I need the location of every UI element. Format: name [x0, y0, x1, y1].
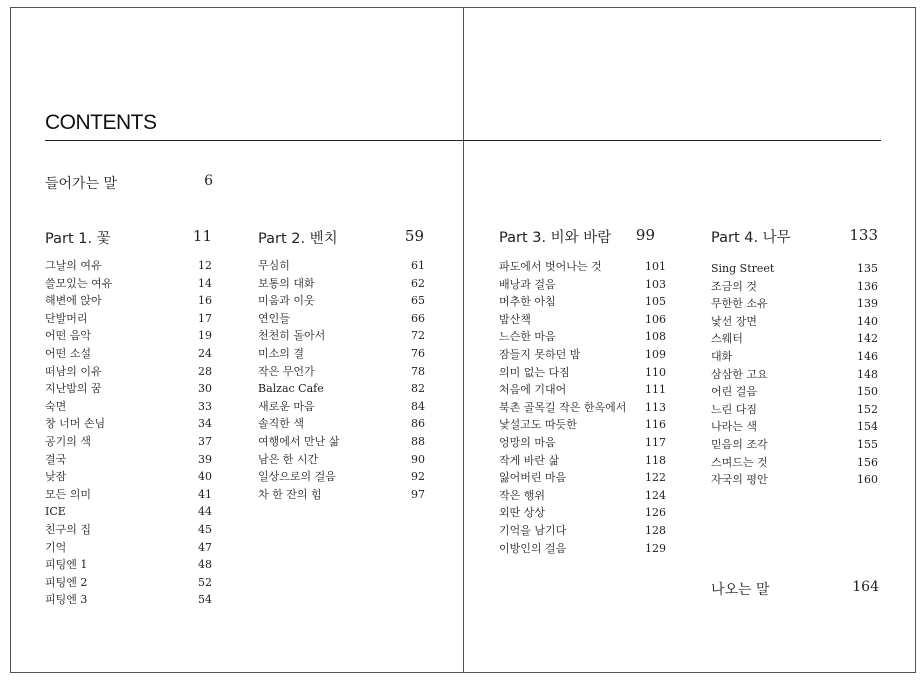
toc-entry	[711, 260, 878, 278]
toc-entry-page: 152	[857, 402, 878, 416]
toc-entry	[711, 401, 878, 419]
toc-entry-title: 낯선 장면	[711, 314, 758, 328]
toc-entry	[45, 292, 212, 310]
part-2-page: 59	[404, 227, 424, 245]
toc-entry-page: 65	[411, 294, 425, 308]
toc-entry-page: 17	[198, 311, 212, 325]
toc-entry-page: 62	[411, 276, 425, 290]
toc-entry-page: 48	[198, 558, 212, 572]
part-2-list	[258, 257, 425, 503]
toc-entry-page: 156	[857, 455, 878, 469]
toc-entry-page: 116	[645, 418, 666, 432]
toc-entry-page: 110	[645, 365, 666, 379]
toc-entry-title: 무한한 소유	[711, 297, 768, 311]
toc-entry-title: 차 한 잔의 힘	[258, 487, 322, 501]
toc-entry-page: 16	[198, 294, 212, 308]
toc-entry-title: 일상으로의 걸음	[258, 470, 336, 484]
toc-entry-title: Sing Street	[711, 262, 775, 275]
toc-entry	[711, 436, 878, 454]
toc-entry	[45, 451, 212, 469]
toc-entry-title: 대화	[711, 349, 733, 363]
toc-entry-title: 나라는 색	[711, 420, 758, 434]
toc-entry-title: 지난밤의 꿈	[45, 382, 102, 396]
toc-entry	[499, 364, 666, 382]
toc-entry-page: 78	[411, 364, 425, 378]
part-1-page: 11	[192, 227, 212, 245]
toc-entry-page: 154	[857, 420, 878, 434]
toc-entry-title: 해변에 앉아	[45, 294, 102, 308]
toc-entry-page: 142	[857, 332, 878, 346]
toc-entry-page: 45	[198, 522, 212, 536]
toc-entry-page: 108	[645, 330, 666, 344]
toc-entry-title: 이방인의 걸음	[499, 541, 567, 555]
toc-entry-title: 떠남의 이유	[45, 364, 102, 378]
toc-entry	[711, 313, 878, 331]
toc-entry-page: 97	[411, 487, 425, 501]
toc-entry	[499, 258, 666, 276]
toc-entry	[45, 433, 212, 451]
toc-entry-title: 창 너머 손님	[45, 417, 106, 431]
toc-entry	[258, 257, 425, 275]
toc-entry-title: 피팅엔 1	[45, 558, 88, 572]
toc-entry	[45, 556, 212, 574]
toc-entry-title: 미소의 결	[258, 346, 305, 360]
toc-entry-page: 28	[198, 364, 212, 378]
toc-entry-title: 어린 걸음	[711, 385, 758, 399]
toc-entry-title: 새로운 마음	[258, 399, 315, 413]
toc-entry	[45, 345, 212, 363]
toc-entry	[45, 468, 212, 486]
toc-entry-title: 결국	[45, 452, 67, 466]
toc-entry-title: 작은 무언가	[258, 364, 315, 378]
toc-entry-title: 의미 없는 다짐	[499, 365, 570, 379]
toc-entry-page: 61	[411, 259, 425, 272]
toc-entry-title: Balzac Cafe	[258, 382, 324, 396]
toc-entry-title: 공기의 색	[45, 434, 92, 448]
toc-entry-page: 139	[857, 297, 878, 311]
toc-entry-page: 160	[857, 473, 878, 487]
toc-entry-title: 밤산책	[499, 312, 531, 326]
toc-entry-title: 느슨한 마음	[499, 330, 556, 344]
toc-entry-title: 외딴 상상	[499, 506, 546, 520]
toc-entry-page: 146	[857, 349, 878, 363]
toc-entry	[499, 469, 666, 487]
toc-entry	[711, 418, 878, 436]
toc-entry-title: 파도에서 벗어나는 것	[499, 260, 602, 273]
toc-entry	[45, 521, 212, 539]
toc-entry-title: ICE	[45, 505, 66, 519]
toc-entry-title: 북촌 골목길 작은 한옥에서	[499, 400, 627, 414]
toc-entry	[499, 522, 666, 540]
toc-entry	[711, 366, 878, 384]
toc-entry-page: 128	[645, 523, 666, 537]
toc-entry-page: 101	[645, 260, 666, 273]
toc-entry-page: 44	[198, 505, 212, 519]
toc-entry-page: 111	[645, 383, 666, 397]
toc-entry-title: 머추한 아침	[499, 295, 556, 309]
toc-entry-title: 미움과 이웃	[258, 294, 315, 308]
toc-entry-title: 작은 행위	[499, 488, 546, 502]
toc-entry-page: 135	[857, 262, 878, 275]
toc-entry	[45, 363, 212, 381]
toc-entry-title: 단발머리	[45, 311, 88, 325]
toc-entry	[45, 398, 212, 416]
toc-entry	[499, 311, 666, 329]
toc-entry-title: 연인들	[258, 311, 290, 325]
toc-entry-title: 피팅엔 3	[45, 593, 88, 607]
toc-entry-page: 90	[411, 452, 425, 466]
toc-entry	[499, 540, 666, 558]
toc-entry	[258, 433, 425, 451]
toc-entry-page: 136	[857, 279, 878, 293]
toc-entry	[258, 363, 425, 381]
toc-entry-title: 숙면	[45, 399, 67, 413]
toc-entry-page: 105	[645, 295, 666, 309]
toc-entry-title: 스웨터	[711, 332, 743, 346]
toc-entry	[499, 381, 666, 399]
toc-entry	[258, 380, 425, 398]
title-rule	[45, 140, 881, 141]
toc-entry-page: 39	[198, 452, 212, 466]
toc-entry-title: 낮잠	[45, 470, 67, 484]
toc-entry-page: 126	[645, 506, 666, 520]
part-4-label: Part 4. 나무	[711, 230, 791, 246]
toc-entry-title: 남은 한 시간	[258, 452, 319, 466]
toc-entry	[45, 257, 212, 275]
toc-entry	[45, 415, 212, 433]
toc-entry-page: 88	[411, 434, 425, 448]
part-4-page: 133	[849, 226, 878, 244]
toc-entry-page: 155	[857, 437, 878, 451]
toc-entry-title: 스며드는 것	[711, 455, 768, 469]
toc-entry-page: 148	[857, 367, 878, 381]
toc-entry	[45, 310, 212, 328]
toc-entry-page: 103	[645, 277, 666, 291]
toc-entry	[499, 434, 666, 452]
part-3-page: 99	[635, 226, 655, 244]
toc-entry	[711, 383, 878, 401]
toc-entry-title: 작게 바란 삶	[499, 453, 560, 467]
toc-entry	[45, 574, 212, 592]
toc-entry-page: 37	[198, 434, 212, 448]
toc-entry	[258, 451, 425, 469]
part-3-label: Part 3. 비와 바람	[499, 230, 612, 246]
toc-entry-title: 엉망의 마음	[499, 435, 556, 449]
toc-entry	[45, 380, 212, 398]
toc-entry	[499, 504, 666, 522]
part-2-label: Part 2. 벤치	[258, 231, 338, 247]
toc-entry-title: 피팅엔 2	[45, 575, 88, 589]
toc-entry-title: 잃어버린 마음	[499, 471, 567, 485]
toc-entry-page: 34	[198, 417, 212, 431]
toc-entry	[45, 327, 212, 345]
toc-entry	[499, 416, 666, 434]
toc-entry-page: 113	[645, 400, 666, 414]
part-3-list	[499, 258, 666, 557]
toc-entry	[499, 452, 666, 470]
toc-entry-page: 14	[198, 276, 212, 290]
toc-entry	[258, 415, 425, 433]
intro-label: 들어가는 말	[45, 176, 118, 192]
toc-entry-page: 124	[645, 488, 666, 502]
toc-entry-page: 129	[645, 541, 666, 555]
toc-entry	[45, 591, 212, 609]
toc-entry-page: 86	[411, 417, 425, 431]
toc-entry-page: 52	[198, 575, 212, 589]
toc-entry-page: 106	[645, 312, 666, 326]
toc-entry	[258, 468, 425, 486]
toc-entry-title: 잠들지 못하던 밤	[499, 347, 581, 361]
toc-entry	[711, 295, 878, 313]
toc-entry-title: 친구의 집	[45, 522, 92, 536]
toc-entry-page: 72	[411, 329, 425, 343]
toc-entry-page: 12	[198, 259, 212, 272]
toc-entry	[711, 330, 878, 348]
toc-entry-title: 조금의 것	[711, 279, 758, 293]
toc-entry-page: 150	[857, 385, 878, 399]
toc-entry-page: 40	[198, 470, 212, 484]
toc-entry-page: 24	[198, 346, 212, 360]
toc-entry	[711, 278, 878, 296]
toc-entry-title: 낯설고도 따듯한	[499, 418, 577, 432]
contents-title: CONTENTS	[45, 111, 157, 134]
toc-entry	[258, 292, 425, 310]
toc-entry	[499, 328, 666, 346]
toc-entry-title: 무심히	[258, 259, 290, 272]
toc-entry-page: 66	[411, 311, 425, 325]
toc-entry-title: 느린 다짐	[711, 402, 758, 416]
toc-entry	[499, 293, 666, 311]
toc-entry-page: 82	[411, 382, 425, 396]
intro-page: 6	[204, 173, 213, 189]
toc-entry	[258, 275, 425, 293]
toc-entry	[711, 454, 878, 472]
toc-entry	[45, 275, 212, 293]
toc-entry	[45, 486, 212, 504]
part-4-list	[711, 260, 878, 489]
toc-entry	[258, 327, 425, 345]
page-spine	[463, 7, 464, 673]
toc-entry	[499, 399, 666, 417]
toc-entry-title: 보통의 대화	[258, 276, 315, 290]
toc-entry-title: 배낭과 걸음	[499, 277, 556, 291]
toc-entry-page: 118	[645, 453, 666, 467]
toc-entry-title: 천천히 돌아서	[258, 329, 326, 343]
toc-entry	[499, 276, 666, 294]
toc-entry	[258, 345, 425, 363]
toc-entry-title: 그날의 여유	[45, 259, 102, 272]
toc-entry-page: 54	[198, 593, 212, 607]
toc-entry	[45, 539, 212, 557]
toc-entry-title: 어떤 음악	[45, 329, 92, 343]
toc-entry	[258, 310, 425, 328]
toc-entry	[711, 348, 878, 366]
toc-entry-title: 어떤 소설	[45, 346, 92, 360]
toc-entry-page: 76	[411, 346, 425, 360]
toc-entry-page: 122	[645, 471, 666, 485]
toc-entry-title: 기억	[45, 540, 67, 554]
toc-entry	[711, 471, 878, 489]
toc-entry	[45, 503, 212, 521]
toc-entry-title: 쓸모있는 여유	[45, 276, 113, 290]
toc-entry	[499, 346, 666, 364]
toc-entry-page: 84	[411, 399, 425, 413]
toc-entry-page: 30	[198, 382, 212, 396]
toc-entry-page: 117	[645, 435, 666, 449]
toc-entry-page: 47	[198, 540, 212, 554]
toc-entry-page: 33	[198, 399, 212, 413]
toc-entry-page: 19	[198, 329, 212, 343]
toc-entry-title: 기억을 남기다	[499, 523, 567, 537]
toc-entry-page: 140	[857, 314, 878, 328]
toc-entry-title: 처음에 기대어	[499, 383, 567, 397]
toc-entry-page: 92	[411, 470, 425, 484]
toc-entry-title: 믿음의 조각	[711, 437, 768, 451]
outro-label: 나오는 말	[711, 582, 770, 598]
toc-entry	[258, 486, 425, 504]
toc-entry	[499, 487, 666, 505]
part-1-list	[45, 257, 212, 609]
toc-entry-page: 41	[198, 487, 212, 501]
toc-entry	[258, 398, 425, 416]
toc-entry-page: 109	[645, 347, 666, 361]
toc-entry-title: 자국의 평안	[711, 473, 768, 487]
toc-entry-title: 모든 의미	[45, 487, 92, 501]
part-1-label: Part 1. 꽃	[45, 231, 111, 247]
outro-page: 164	[852, 579, 879, 595]
toc-entry-title: 솔직한 색	[258, 417, 305, 431]
toc-entry-title: 삼삼한 고요	[711, 367, 768, 381]
toc-entry-title: 여행에서 만난 삶	[258, 434, 340, 448]
